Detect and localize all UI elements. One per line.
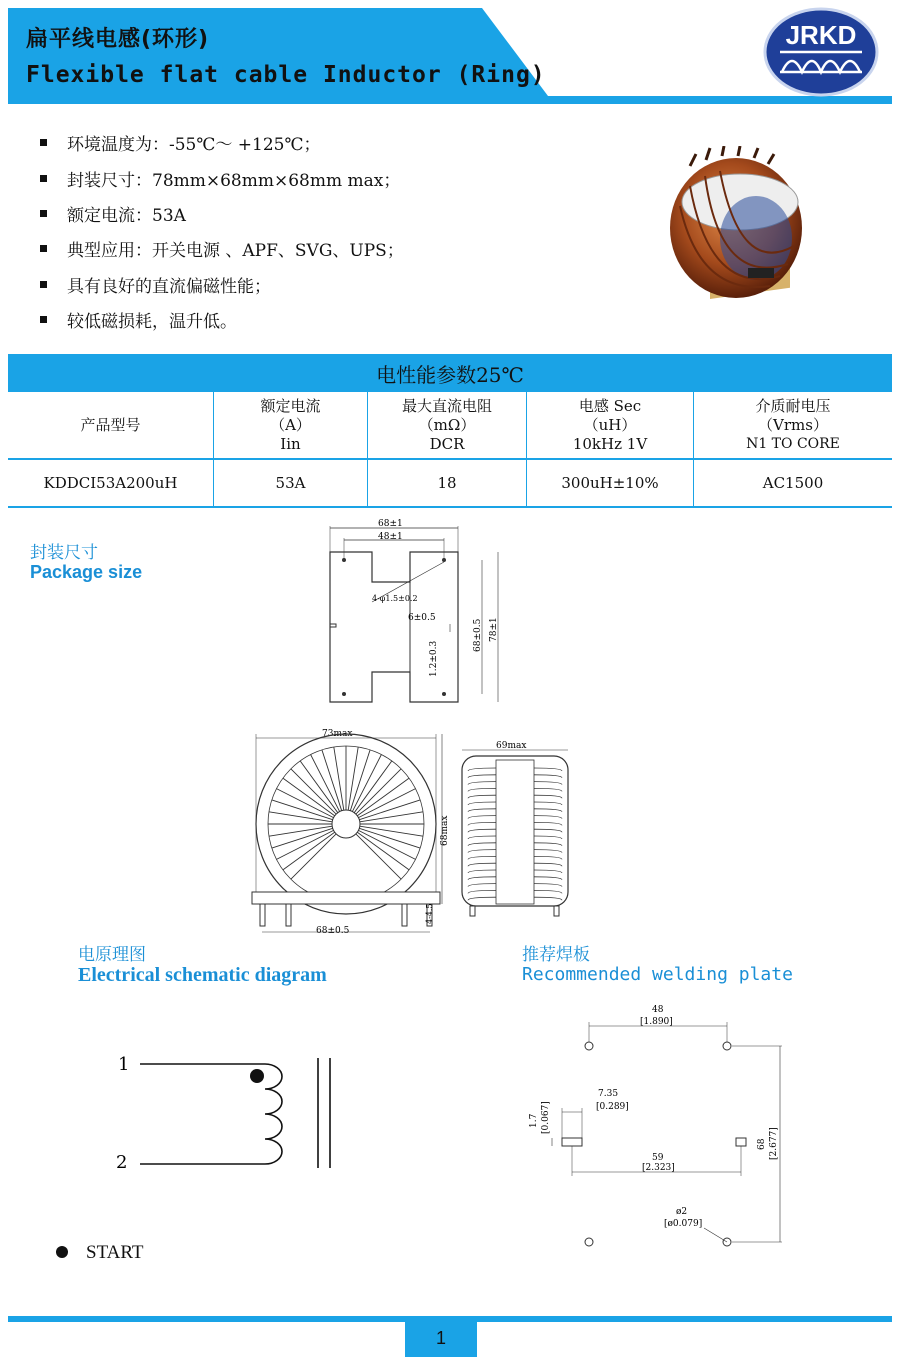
- jrkd-logo: [762, 6, 880, 98]
- dim-48-in: [1.890]: [640, 1017, 673, 1027]
- dim-front-width: 73max: [322, 729, 353, 739]
- welding-plate-drawing: [520, 1000, 800, 1250]
- header-cell: 介质耐电压 （Vrms） N1 TO CORE: [694, 392, 893, 459]
- table-cell: KDDCI53A200uH: [8, 459, 214, 507]
- header-cell: 最大直流电阻 （mΩ） DCR: [368, 392, 527, 459]
- header-cell: 产品型号: [8, 392, 214, 459]
- schematic-label-en: Electrical schematic diagram: [78, 964, 327, 986]
- header-cell: 额定电流 （A） Iin: [214, 392, 368, 459]
- dim-front-pitch: 68±0.5: [316, 926, 350, 936]
- dim-59-in: [2.323]: [642, 1163, 675, 1173]
- dim-tab: 6±0.5: [408, 613, 436, 623]
- dim-holes: 4-φ1.5±0.2: [372, 594, 418, 603]
- dim-top-outer: 68±1: [378, 519, 403, 529]
- dim-front-pin: 4-4.5: [425, 903, 434, 924]
- dim-68: 68: [757, 1138, 767, 1150]
- table-cell: 53A: [214, 459, 368, 507]
- pin-2-label: 2: [116, 1152, 128, 1173]
- table-cell: 300uH±10%: [527, 459, 694, 507]
- header-cell: 电感 Sec （uH） 10kHz 1V: [527, 392, 694, 459]
- dim-dia-in: [ø0.079]: [664, 1219, 703, 1229]
- welding-label-cn: 推荐焊板: [522, 945, 590, 965]
- dim-17-in: [0.067]: [541, 1101, 551, 1134]
- package-top-view: [310, 512, 510, 712]
- logo-text: JRKD: [785, 20, 857, 50]
- table-row: [8, 459, 892, 507]
- dim-48: 48: [652, 1005, 664, 1015]
- dim-h-inner: 68±0.5: [473, 618, 483, 652]
- product-photo: [660, 146, 810, 310]
- spec-table: [8, 354, 892, 508]
- table-cell: AC1500: [694, 459, 893, 507]
- page-title-en: Flexible flat cable Inductor (Ring): [26, 62, 546, 88]
- dim-68-in: [2.677]: [769, 1127, 779, 1160]
- schematic-label-cn: 电原理图: [78, 945, 146, 965]
- feature-item: 具有良好的直流偏磁性能；: [40, 272, 271, 297]
- package-side-view: [456, 740, 576, 920]
- dim-17: 1.7: [529, 1113, 539, 1128]
- spec-table-title: 电性能参数25℃: [8, 354, 892, 392]
- dim-dia: ø2: [676, 1207, 688, 1217]
- start-bullet-icon: [56, 1246, 68, 1258]
- start-dot: [250, 1069, 264, 1083]
- dim-side-width: 69max: [496, 741, 527, 751]
- feature-item: 较低磁损耗，温升低。: [40, 307, 237, 332]
- feature-item: 封装尺寸：78mm×68mm×68mm max；: [40, 166, 400, 191]
- dim-59: 59: [652, 1153, 664, 1163]
- feature-item: 环境温度为：-55℃～ +125℃；: [40, 130, 321, 155]
- feature-item: 典型应用：开关电源 、APF、SVG、UPS；: [40, 236, 404, 261]
- dim-735-in: [0.289]: [596, 1102, 629, 1112]
- schematic-diagram: [100, 1040, 360, 1180]
- dim-735: 7.35: [598, 1089, 619, 1099]
- page-title-cn: 扁平线电感(环形): [26, 27, 210, 52]
- package-label-en: Package size: [30, 562, 143, 582]
- feature-item: 额定电流：53A: [40, 201, 186, 226]
- dim-gap: 1.2±0.3: [429, 640, 439, 677]
- start-label: START: [86, 1242, 144, 1263]
- dim-h-outer: 78±1: [489, 617, 499, 642]
- package-front-view: [246, 724, 456, 938]
- table-cell: 18: [368, 459, 527, 507]
- page-number: 1: [405, 1316, 477, 1357]
- dim-front-height: 68max: [440, 815, 450, 846]
- welding-label-en: Recommended welding plate: [522, 964, 793, 985]
- dim-top-inner: 48±1: [378, 532, 403, 542]
- pin-1-label: 1: [118, 1054, 130, 1075]
- package-label-cn: 封装尺寸: [30, 543, 98, 563]
